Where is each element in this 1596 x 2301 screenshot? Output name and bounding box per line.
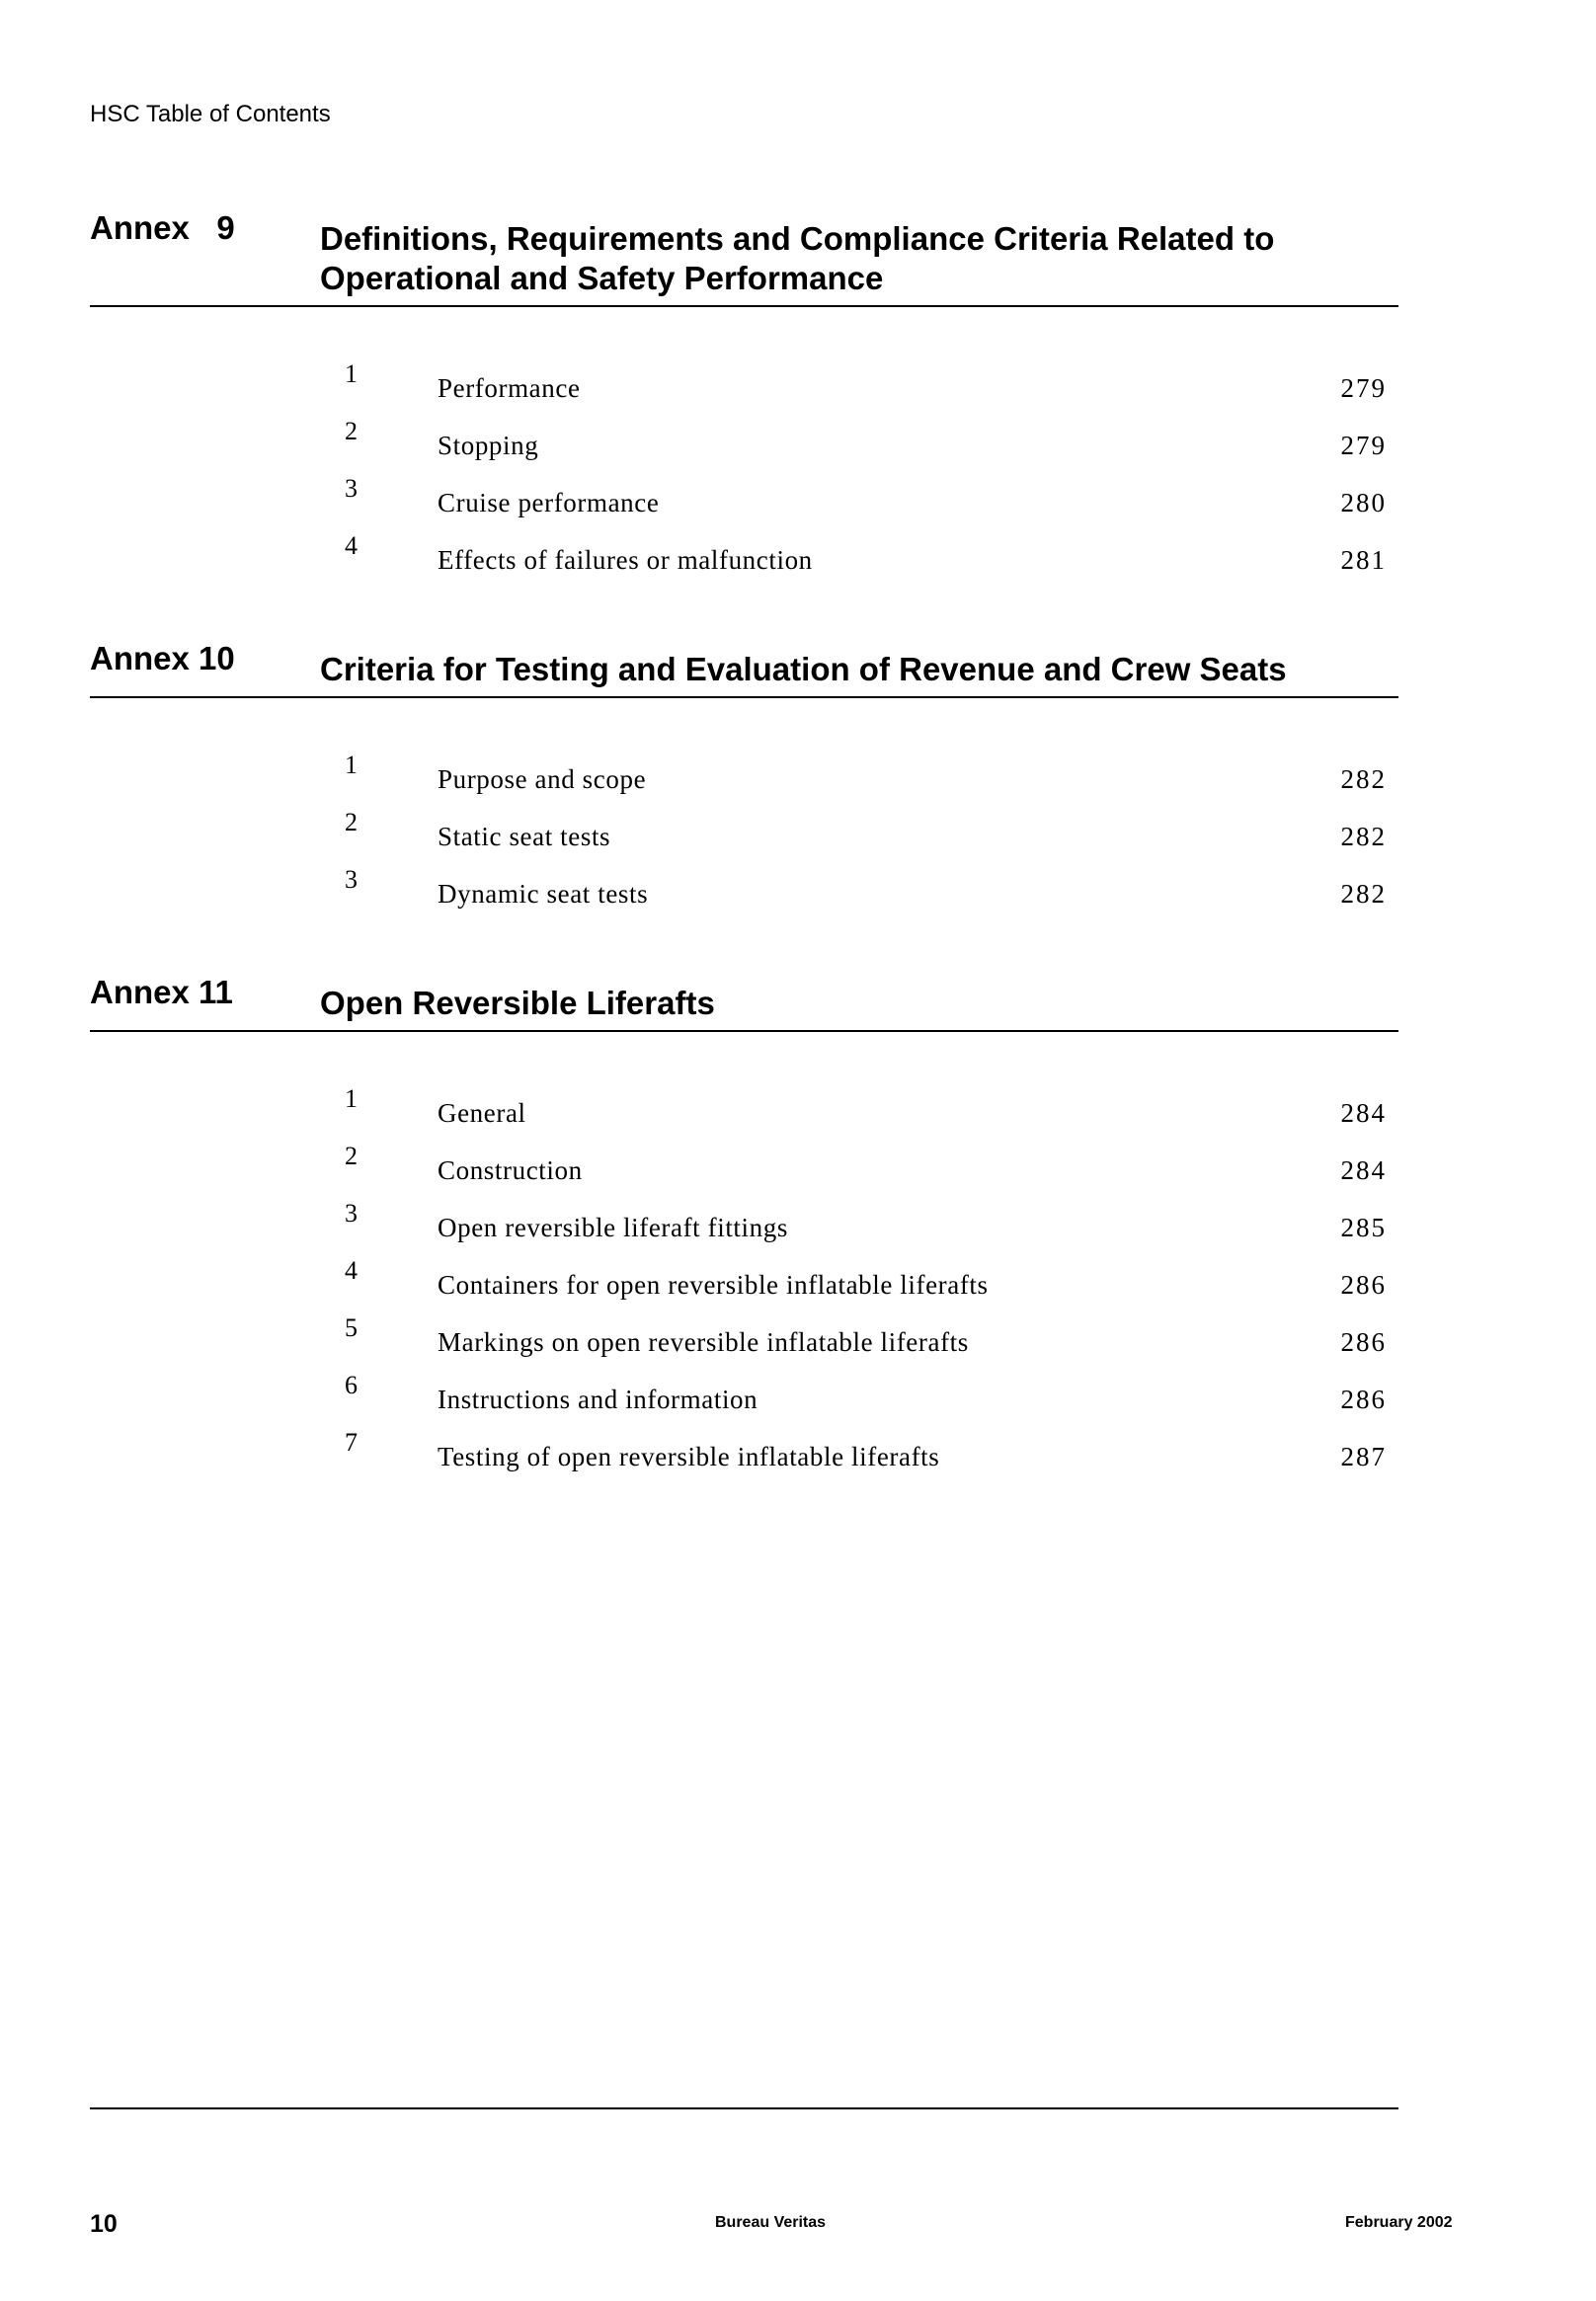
entry-page: 279 xyxy=(1340,431,1387,460)
entry-title: General xyxy=(438,1098,526,1128)
footer-divider xyxy=(90,2107,1398,2109)
entry-page: 280 xyxy=(1340,488,1387,517)
entry-page: 285 xyxy=(1340,1213,1387,1242)
entry-title: Cruise performance xyxy=(438,488,660,517)
entry-title: Stopping xyxy=(438,431,539,460)
entry-page: 286 xyxy=(1340,1385,1387,1414)
entry-number: 2 xyxy=(345,808,358,836)
entry-page: 286 xyxy=(1340,1327,1387,1357)
entry-title: Performance xyxy=(438,373,581,403)
toc-entry[interactable] xyxy=(90,1256,1398,1300)
annex-divider xyxy=(90,305,1398,307)
annex-title-line-1: Criteria for Testing and Evaluation of Revenue and Crew Seats xyxy=(320,651,1287,687)
toc-entry[interactable] xyxy=(90,1428,1398,1471)
entry-number: 4 xyxy=(345,531,358,560)
entry-number: 2 xyxy=(345,417,358,445)
entry-number: 2 xyxy=(345,1142,358,1170)
annex-label: Annex 9 xyxy=(90,209,235,246)
entry-number: 1 xyxy=(345,751,358,779)
entry-title: Containers for open reversible inflatable liferafts xyxy=(438,1270,989,1300)
annex-divider xyxy=(90,696,1398,698)
entry-title: Dynamic seat tests xyxy=(438,879,649,909)
entry-title: Markings on open reversible inflatable liferafts xyxy=(438,1327,969,1357)
entry-number: 5 xyxy=(345,1313,358,1342)
entry-title: Testing of open reversible inflatable liferafts xyxy=(438,1442,940,1471)
entry-number: 3 xyxy=(345,865,358,894)
footer-publisher: Bureau Veritas xyxy=(715,2214,827,2231)
toc-entry[interactable] xyxy=(90,865,1398,909)
entry-page: 279 xyxy=(1340,373,1387,403)
toc-entry[interactable] xyxy=(90,1313,1398,1357)
toc-entry[interactable] xyxy=(90,359,1398,403)
entry-page: 287 xyxy=(1340,1442,1387,1471)
annex-divider xyxy=(90,1030,1398,1032)
entry-number: 7 xyxy=(345,1428,358,1457)
entry-number: 4 xyxy=(345,1256,358,1285)
toc-entry[interactable] xyxy=(90,1142,1398,1185)
entry-page: 286 xyxy=(1340,1270,1387,1300)
toc-entry[interactable] xyxy=(90,1084,1398,1128)
entry-number: 1 xyxy=(345,359,358,388)
entry-title: Construction xyxy=(438,1155,583,1185)
entry-title: Effects of failures or malfunction xyxy=(438,545,813,575)
entry-number: 6 xyxy=(345,1371,358,1399)
entry-number: 3 xyxy=(345,1199,358,1228)
entry-page: 284 xyxy=(1340,1098,1387,1128)
toc-entry[interactable] xyxy=(90,417,1398,460)
toc-entry[interactable] xyxy=(90,1199,1398,1242)
toc-entry[interactable] xyxy=(90,531,1398,575)
entry-page: 282 xyxy=(1340,879,1387,909)
running-header: HSC Table of Contents xyxy=(90,101,331,127)
entry-page: 282 xyxy=(1340,822,1387,851)
toc-entry[interactable] xyxy=(90,751,1398,794)
footer-page-number: 10 xyxy=(90,2210,118,2238)
annex-title-line-2: Operational and Safety Performance xyxy=(320,260,884,296)
annex-title-line-1: Open Reversible Liferafts xyxy=(320,985,715,1021)
annex-title-line-1: Definitions, Requirements and Compliance Criteria Related to xyxy=(320,220,1275,257)
entry-number: 1 xyxy=(345,1084,358,1113)
toc-entry[interactable] xyxy=(90,474,1398,517)
entry-number: 3 xyxy=(345,474,358,503)
entry-title: Purpose and scope xyxy=(438,764,647,794)
entry-title: Instructions and information xyxy=(438,1385,758,1414)
entry-page: 284 xyxy=(1340,1155,1387,1185)
entry-title: Static seat tests xyxy=(438,822,611,851)
annex-label: Annex 11 xyxy=(90,974,233,1010)
entry-title: Open reversible liferaft fittings xyxy=(438,1213,788,1242)
entry-page: 281 xyxy=(1340,545,1387,575)
toc-entry[interactable] xyxy=(90,1371,1398,1414)
footer-date: February 2002 xyxy=(1345,2214,1453,2231)
entry-page: 282 xyxy=(1340,764,1387,794)
toc-entry[interactable] xyxy=(90,808,1398,851)
annex-label: Annex 10 xyxy=(90,640,235,676)
